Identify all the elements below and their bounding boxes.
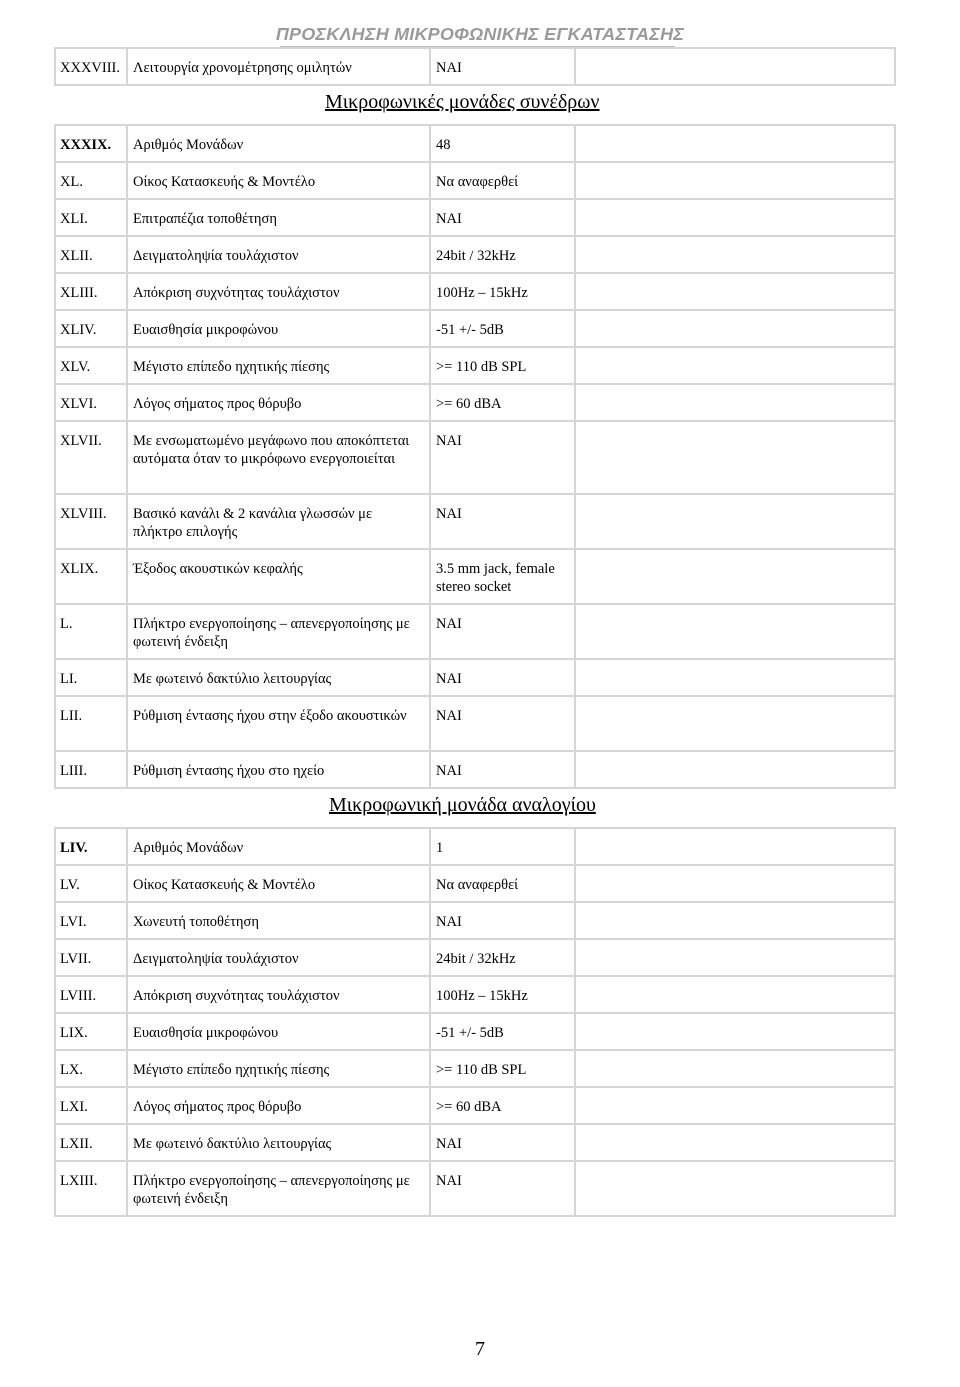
row-label: Λειτουργία χρονομέτρησης ομιλητών	[127, 48, 430, 85]
row-number: LVII.	[55, 939, 127, 976]
row-number: LIX.	[55, 1013, 127, 1050]
row-value: 24bit / 32kHz	[430, 236, 575, 273]
row-number: XLIV.	[55, 310, 127, 347]
row-label: Με φωτεινό δακτύλιο λειτουργίας	[127, 659, 430, 696]
row-value: 100Hz – 15kHz	[430, 976, 575, 1013]
row-number: XLIX.	[55, 549, 127, 604]
table-row	[55, 384, 895, 421]
row-number: LXIII.	[55, 1161, 127, 1216]
row-notes	[575, 494, 895, 549]
row-number: LXI.	[55, 1087, 127, 1124]
page-number: 7	[475, 1338, 485, 1360]
row-number: LII.	[55, 696, 127, 751]
row-notes	[575, 939, 895, 976]
row-number: XL.	[55, 162, 127, 199]
table-row	[55, 1013, 895, 1050]
row-notes	[575, 1013, 895, 1050]
row-notes	[575, 828, 895, 865]
row-label: Απόκριση συχνότητας τουλάχιστον	[127, 976, 430, 1013]
row-label: Οίκος Κατασκευής & Μοντέλο	[127, 162, 430, 199]
row-notes	[575, 48, 895, 85]
row-label: Δειγματοληψία τουλάχιστον	[127, 939, 430, 976]
row-notes	[575, 1087, 895, 1124]
row-notes	[575, 310, 895, 347]
table-row	[55, 751, 895, 788]
row-notes	[575, 162, 895, 199]
row-number: XLV.	[55, 347, 127, 384]
row-label: Οίκος Κατασκευής & Μοντέλο	[127, 865, 430, 902]
section-title-lectern-unit: Μικροφωνική μονάδα αναλογίου	[329, 794, 596, 816]
table-row	[55, 494, 895, 549]
table-row	[55, 162, 895, 199]
row-number: XLVI.	[55, 384, 127, 421]
row-value: ΝΑΙ	[430, 696, 575, 751]
row-label: Ευαισθησία μικροφώνου	[127, 310, 430, 347]
row-value: 1	[430, 828, 575, 865]
table-row	[55, 125, 895, 162]
row-value: ΝΑΙ	[430, 1161, 575, 1216]
row-value: 24bit / 32kHz	[430, 939, 575, 976]
row-notes	[575, 865, 895, 902]
row-notes	[575, 549, 895, 604]
row-label: Μέγιστο επίπεδο ηχητικής πίεσης	[127, 1050, 430, 1087]
row-notes	[575, 125, 895, 162]
row-notes	[575, 199, 895, 236]
row-label: Χωνευτή τοποθέτηση	[127, 902, 430, 939]
row-label: Αριθμός Μονάδων	[127, 125, 430, 162]
row-value: ΝΑΙ	[430, 494, 575, 549]
table-row	[55, 865, 895, 902]
row-notes	[575, 347, 895, 384]
row-label: Λόγος σήματος προς θόρυβο	[127, 1087, 430, 1124]
row-notes	[575, 421, 895, 494]
row-notes	[575, 751, 895, 788]
table-row	[55, 976, 895, 1013]
row-number: XLIII.	[55, 273, 127, 310]
row-value: ΝΑΙ	[430, 421, 575, 494]
table-row	[55, 1087, 895, 1124]
row-label: Αριθμός Μονάδων	[127, 828, 430, 865]
table-row	[55, 421, 895, 494]
row-number: XLVII.	[55, 421, 127, 494]
table-row	[55, 199, 895, 236]
table-row	[55, 347, 895, 384]
spec-table	[54, 47, 896, 1217]
table-row	[55, 48, 895, 85]
row-number: XLI.	[55, 199, 127, 236]
row-label: Ευαισθησία μικροφώνου	[127, 1013, 430, 1050]
row-number: LI.	[55, 659, 127, 696]
row-notes	[575, 604, 895, 659]
row-notes	[575, 1161, 895, 1216]
table-row	[55, 273, 895, 310]
row-label: Με φωτεινό δακτύλιο λειτουργίας	[127, 1124, 430, 1161]
table-row	[55, 902, 895, 939]
table-row	[55, 696, 895, 751]
table-row	[55, 236, 895, 273]
row-notes	[575, 1124, 895, 1161]
row-value: ΝΑΙ	[430, 659, 575, 696]
row-number: LV.	[55, 865, 127, 902]
row-label: Επιτραπέζια τοποθέτηση	[127, 199, 430, 236]
row-number: LVI.	[55, 902, 127, 939]
row-value: Να αναφερθεί	[430, 865, 575, 902]
row-value: ΝΑΙ	[430, 199, 575, 236]
row-notes	[575, 236, 895, 273]
row-number: XXXIX.	[55, 125, 127, 162]
row-value: 3.5 mm jack, female stereo socket	[430, 549, 575, 604]
row-notes	[575, 902, 895, 939]
table-row	[55, 1124, 895, 1161]
row-notes	[575, 384, 895, 421]
row-number: XXXVIII.	[55, 48, 127, 85]
row-value: 100Hz – 15kHz	[430, 273, 575, 310]
row-label: Ρύθμιση έντασης ήχου στην έξοδο ακουστικών	[127, 696, 430, 751]
table-row	[55, 1161, 895, 1216]
row-label: Ρύθμιση έντασης ήχου στο ηχείο	[127, 751, 430, 788]
row-value: >= 110 dB SPL	[430, 1050, 575, 1087]
row-value: -51 +/- 5dB	[430, 310, 575, 347]
row-notes	[575, 976, 895, 1013]
row-notes	[575, 659, 895, 696]
table-row	[55, 828, 895, 865]
row-label: Πλήκτρο ενεργοποίησης – απενεργοποίησης με φωτεινή ένδειξη	[127, 1161, 430, 1216]
row-value: ΝΑΙ	[430, 48, 575, 85]
row-value: ΝΑΙ	[430, 902, 575, 939]
table-row	[55, 1050, 895, 1087]
row-number: LIV.	[55, 828, 127, 865]
row-label: Μέγιστο επίπεδο ηχητικής πίεσης	[127, 347, 430, 384]
row-value: Να αναφερθεί	[430, 162, 575, 199]
section-title-row	[55, 85, 895, 125]
row-value: ΝΑΙ	[430, 604, 575, 659]
row-number: LX.	[55, 1050, 127, 1087]
section-title-row	[55, 788, 895, 828]
table-row	[55, 939, 895, 976]
page-header-title: ΠΡΟΣΚΛΗΣΗ ΜΙΚΡΟΦΩΝΙΚΗΣ ΕΓΚΑΤΑΣΤΑΣΗΣ	[275, 24, 685, 44]
row-label: Λόγος σήματος προς θόρυβο	[127, 384, 430, 421]
row-value: ΝΑΙ	[430, 1124, 575, 1161]
row-number: XLVIII.	[55, 494, 127, 549]
table-row	[55, 310, 895, 347]
row-value: 48	[430, 125, 575, 162]
row-label: Βασικό κανάλι & 2 κανάλια γλωσσών με πλήκτρο επιλογής	[127, 494, 430, 549]
table-row	[55, 604, 895, 659]
row-value: -51 +/- 5dB	[430, 1013, 575, 1050]
table-row	[55, 549, 895, 604]
row-label: Έξοδος ακουστικών κεφαλής	[127, 549, 430, 604]
row-number: LIII.	[55, 751, 127, 788]
table-row	[55, 659, 895, 696]
row-number: XLII.	[55, 236, 127, 273]
row-notes	[575, 696, 895, 751]
row-number: LVIII.	[55, 976, 127, 1013]
row-value: >= 110 dB SPL	[430, 347, 575, 384]
row-value: >= 60 dBA	[430, 384, 575, 421]
row-value: ΝΑΙ	[430, 751, 575, 788]
row-value: >= 60 dBA	[430, 1087, 575, 1124]
row-label: Απόκριση συχνότητας τουλάχιστον	[127, 273, 430, 310]
row-label: Πλήκτρο ενεργοποίησης – απενεργοποίησης με φωτεινή ένδειξη	[127, 604, 430, 659]
row-notes	[575, 273, 895, 310]
section-title-conference-units: Μικροφωνικές μονάδες συνέδρων	[325, 91, 600, 113]
row-number: LXII.	[55, 1124, 127, 1161]
row-label: Δειγματοληψία τουλάχιστον	[127, 236, 430, 273]
row-label: Με ενσωματωμένο μεγάφωνο που αποκόπτεται αυτόματα όταν το μικρόφωνο ενεργοποιείται	[127, 421, 430, 494]
row-number: L.	[55, 604, 127, 659]
row-notes	[575, 1050, 895, 1087]
